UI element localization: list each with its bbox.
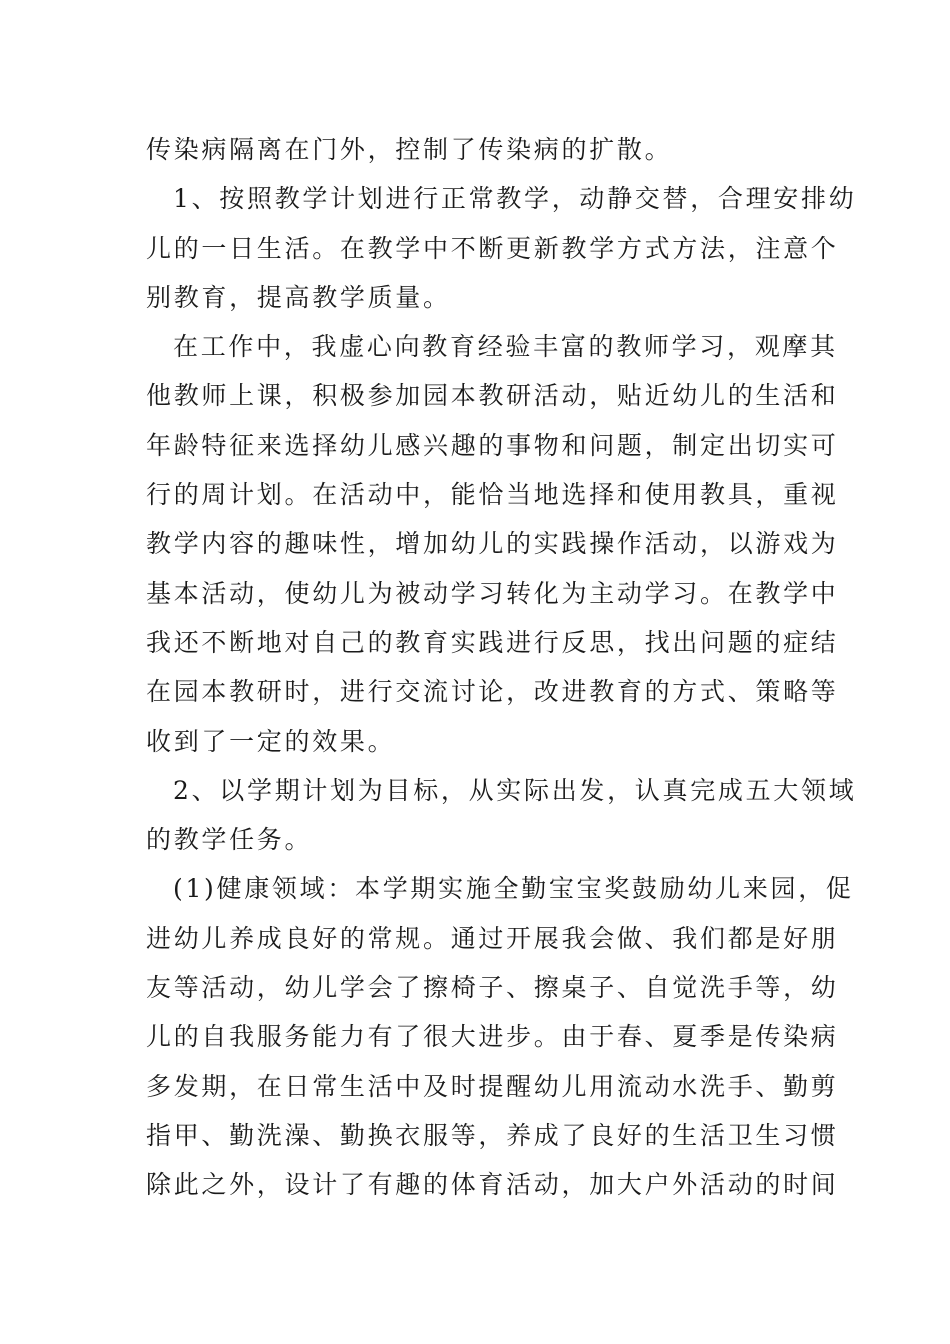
text-line: 在园本教研时，进行交流讨论，改进教育的方式、策略等 bbox=[146, 677, 839, 707]
text-line: 我还不断地对自己的教育实践进行反思，找出问题的症结 bbox=[146, 627, 839, 657]
text-line: 他教师上课，积极参加园本教研活动，贴近幼儿的生活和 bbox=[146, 381, 839, 411]
text-line: 的教学任务。 bbox=[146, 825, 313, 855]
document-body bbox=[146, 125, 857, 1210]
text-line: 行的周计划。在活动中，能恰当地选择和使用教具，重视 bbox=[146, 480, 839, 510]
text-line: 年龄特征来选择幼儿感兴趣的事物和问题，制定出切实可 bbox=[146, 430, 839, 460]
paragraph-first-line: 1、按照教学计划进行正常教学，动静交替，合理安排幼 bbox=[173, 184, 857, 214]
text-line: 儿的自我服务能力有了很大进步。由于春、夏季是传染病 bbox=[146, 1022, 839, 1052]
text-line: 除此之外，设计了有趣的体育活动，加大户外活动的时间 bbox=[146, 1170, 839, 1200]
text-line: 儿的一日生活。在教学中不断更新教学方式方法，注意个 bbox=[146, 233, 839, 263]
text-line: 指甲、勤洗澡、勤换衣服等，养成了良好的生活卫生习惯 bbox=[146, 1120, 839, 1150]
paragraph-first-line: 2、以学期计划为目标，从实际出发，认真完成五大领域 bbox=[173, 775, 857, 805]
text-line: 基本活动，使幼儿为被动学习转化为主动学习。在教学中 bbox=[146, 578, 839, 608]
text-line: 传染病隔离在门外，控制了传染病的扩散。 bbox=[146, 135, 673, 164]
text-line: 多发期，在日常生活中及时提醒幼儿用流动水洗手、勤剪 bbox=[146, 1071, 839, 1101]
paragraph-first-line: 在工作中，我虚心向教育经验丰富的教师学习，观摩其 bbox=[173, 332, 838, 362]
text-line: 收到了一定的效果。 bbox=[146, 726, 396, 756]
text-line: 进幼儿养成良好的常规。通过开展我会做、我们都是好朋 bbox=[146, 923, 839, 953]
text-line: 友等活动，幼儿学会了擦椅子、擦桌子、自觉洗手等，幼 bbox=[146, 973, 839, 1003]
text-line: 别教育，提高教学质量。 bbox=[146, 282, 451, 312]
paragraph-first-line: (1)健康领域：本学期实施全勤宝宝奖鼓励幼儿来园，促 bbox=[173, 874, 854, 904]
text-line: 教学内容的趣味性，增加幼儿的实践操作活动，以游戏为 bbox=[146, 529, 839, 559]
